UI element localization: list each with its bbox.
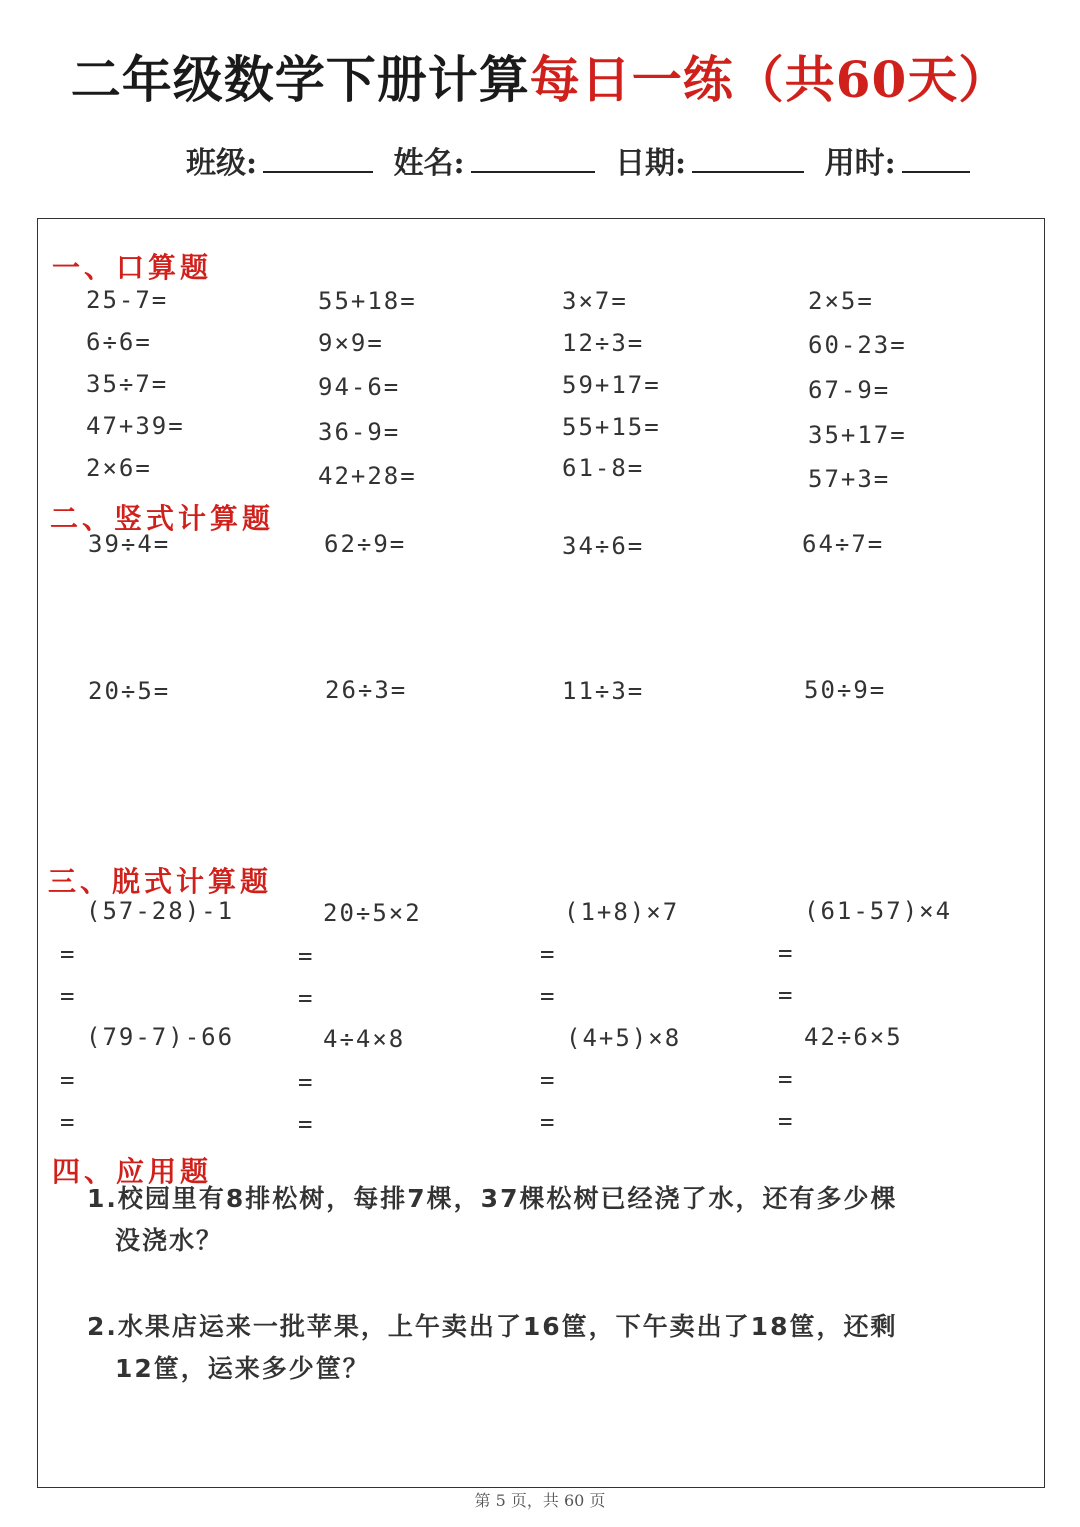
- word-problem-line: 1.校园里有8排松树，每排7棵，37棵松树已经浇了水，还有多少棵: [87, 1184, 898, 1213]
- date-label: 日期:: [615, 146, 687, 181]
- stepwise-question: (4+5)×8: [566, 1024, 682, 1052]
- equals-sign: =: [60, 940, 75, 968]
- stepwise-question: 42÷6×5: [804, 1023, 903, 1051]
- stepwise-question: 4÷4×8: [323, 1025, 406, 1053]
- vertical-question: 34÷6=: [562, 532, 645, 560]
- equals-sign: =: [778, 1107, 793, 1135]
- stepwise-question: (61-57)×4: [804, 897, 953, 925]
- oral-question: 61-8=: [562, 454, 645, 482]
- vertical-question: 26÷3=: [325, 676, 408, 704]
- word-problem: [87, 1178, 977, 1262]
- student-info-fields: [186, 138, 970, 182]
- equals-sign: =: [778, 939, 793, 967]
- stepwise-question: (79-7)-66: [86, 1023, 235, 1051]
- equals-sign: =: [778, 981, 793, 1009]
- oral-question: 2×5=: [808, 287, 874, 315]
- oral-question: 35+17=: [808, 421, 907, 449]
- vertical-question: 62÷9=: [324, 530, 407, 558]
- section-vertical-title: 二、竖式计算题: [50, 502, 275, 535]
- time-blank[interactable]: [902, 141, 970, 173]
- name-blank[interactable]: [471, 141, 595, 173]
- equals-sign: =: [540, 1108, 555, 1136]
- word-problem-line: 12筐，运来多少筐？: [115, 1354, 370, 1383]
- oral-question: 94-6=: [318, 373, 401, 401]
- equals-sign: =: [60, 1066, 75, 1094]
- oral-question: 59+17=: [562, 371, 661, 399]
- vertical-question: 39÷4=: [88, 530, 171, 558]
- title-highlight: 每日一练（共60天）: [529, 50, 1010, 109]
- vertical-question: 50÷9=: [804, 676, 887, 704]
- worksheet-frame: [37, 218, 1045, 1488]
- vertical-question: 20÷5=: [88, 677, 171, 705]
- time-label: 用时:: [824, 146, 896, 181]
- oral-question: 42+28=: [318, 462, 417, 490]
- title-main: 二年级数学下册计算: [70, 50, 530, 109]
- oral-question: 25-7=: [86, 286, 169, 314]
- equals-sign: =: [60, 982, 75, 1010]
- oral-question: 36-9=: [318, 418, 401, 446]
- date-blank[interactable]: [692, 141, 804, 173]
- stepwise-question: (57-28)-1: [86, 897, 235, 925]
- equals-sign: =: [298, 1110, 313, 1138]
- name-label: 姓名:: [393, 146, 465, 181]
- equals-sign: =: [778, 1065, 793, 1093]
- word-problem: [87, 1306, 977, 1390]
- oral-question: 35÷7=: [86, 370, 169, 398]
- oral-question: 60-23=: [808, 331, 907, 359]
- oral-question: 12÷3=: [562, 329, 645, 357]
- equals-sign: =: [540, 940, 555, 968]
- stepwise-question: (1+8)×7: [564, 898, 680, 926]
- oral-question: 57+3=: [808, 465, 891, 493]
- equals-sign: =: [298, 942, 313, 970]
- page-title: [0, 40, 1080, 112]
- equals-sign: =: [540, 982, 555, 1010]
- stepwise-question: 20÷5×2: [323, 899, 422, 927]
- section-stepwise-title: 三、脱式计算题: [48, 865, 273, 898]
- word-problem-line: 2.水果店运来一批苹果，上午卖出了16筐，下午卖出了18筐，还剩: [87, 1312, 898, 1341]
- oral-question: 47+39=: [86, 412, 185, 440]
- page-footer: 第 5 页，共 60 页: [474, 1491, 606, 1510]
- oral-question: 9×9=: [318, 329, 384, 357]
- class-label: 班级:: [186, 146, 258, 181]
- oral-question: 3×7=: [562, 287, 628, 315]
- equals-sign: =: [298, 984, 313, 1012]
- section-oral-title: 一、口算题: [52, 251, 213, 284]
- oral-question: 67-9=: [808, 376, 891, 404]
- oral-question: 6÷6=: [86, 328, 152, 356]
- equals-sign: =: [60, 1108, 75, 1136]
- word-problem-line: 没浇水？: [115, 1226, 224, 1255]
- equals-sign: =: [540, 1066, 555, 1094]
- vertical-question: 11÷3=: [562, 677, 645, 705]
- section-word-problems-title: 四、应用题: [52, 1155, 213, 1188]
- vertical-question: 64÷7=: [802, 530, 885, 558]
- oral-question: 55+15=: [562, 413, 661, 441]
- oral-question: 55+18=: [318, 287, 417, 315]
- oral-question: 2×6=: [86, 454, 152, 482]
- equals-sign: =: [298, 1068, 313, 1096]
- class-blank[interactable]: [263, 141, 373, 173]
